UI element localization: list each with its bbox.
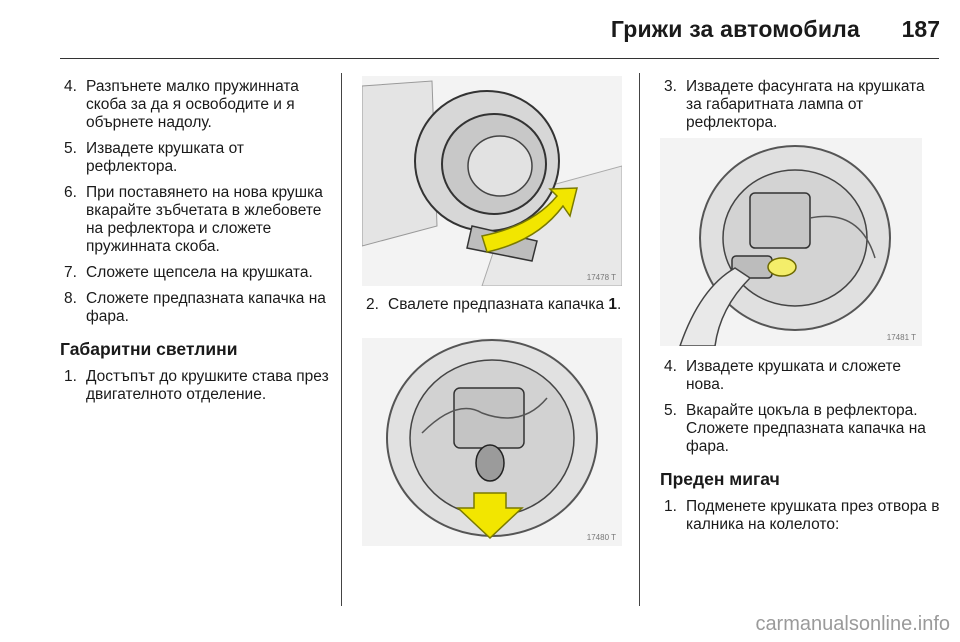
page-number: 187 <box>901 16 940 42</box>
column-divider-2 <box>639 73 640 606</box>
column-3-bottom <box>660 358 940 542</box>
illustration-parking-lamp <box>660 138 922 346</box>
section-heading: Габаритни светлини <box>60 339 238 359</box>
site-watermark: carmanualsonline.info <box>755 613 950 635</box>
column-3-top <box>660 78 935 140</box>
illustration-bulb-cap <box>362 338 622 546</box>
step-item: 4. Извадете крушката и сложете нова. <box>664 358 901 393</box>
figure-code: 17481 T <box>886 333 916 342</box>
step-item: 4. Разпънете малко пружинната скоба за да я освободите и я обърнете надолу. <box>64 78 299 131</box>
step-item: 7. Сложете щепсела на крушката. <box>64 264 313 281</box>
figure-code: 17480 T <box>586 533 616 542</box>
figure-parking-lamp-socket <box>660 138 922 346</box>
column-divider-1 <box>341 73 342 606</box>
figure-remove-cap <box>362 338 622 546</box>
step-item: 5. Вкарайте цокъла в рефлектора. Сложете предпазната капачка на фара. <box>664 402 926 455</box>
step-item: 3. Извадете фасунгата на крушката за габаритната лампа от рефлектора. <box>664 78 925 131</box>
column-1 <box>60 78 335 412</box>
step-item: 2. Свалете предпазната капачка 1. <box>366 296 622 313</box>
step-item: 5. Извадете крушката от рефлектора. <box>64 140 244 175</box>
step-item: 1. Достъпът до крушките става през двигателното отделение. <box>64 368 329 403</box>
step-item: 8. Сложете предпазната капачка на фара. <box>64 290 326 325</box>
column-2-text <box>362 296 622 322</box>
header-divider <box>60 58 939 59</box>
step-item: 1. Подменете крушката през отвора в калника на колелото: <box>664 498 940 533</box>
page-section-title: Грижи за автомобила <box>610 16 860 42</box>
step-item: 6. При поставянето на нова крушка вкарайте зъбчетата в жлебовете на рефлектора и сложете пружинната скоба. <box>64 184 323 255</box>
section-heading: Преден мигач <box>660 469 780 489</box>
illustration-headlamp-clip <box>362 76 622 286</box>
figure-code: 17478 T <box>586 273 616 282</box>
figure-remove-spring-clip <box>362 76 622 286</box>
